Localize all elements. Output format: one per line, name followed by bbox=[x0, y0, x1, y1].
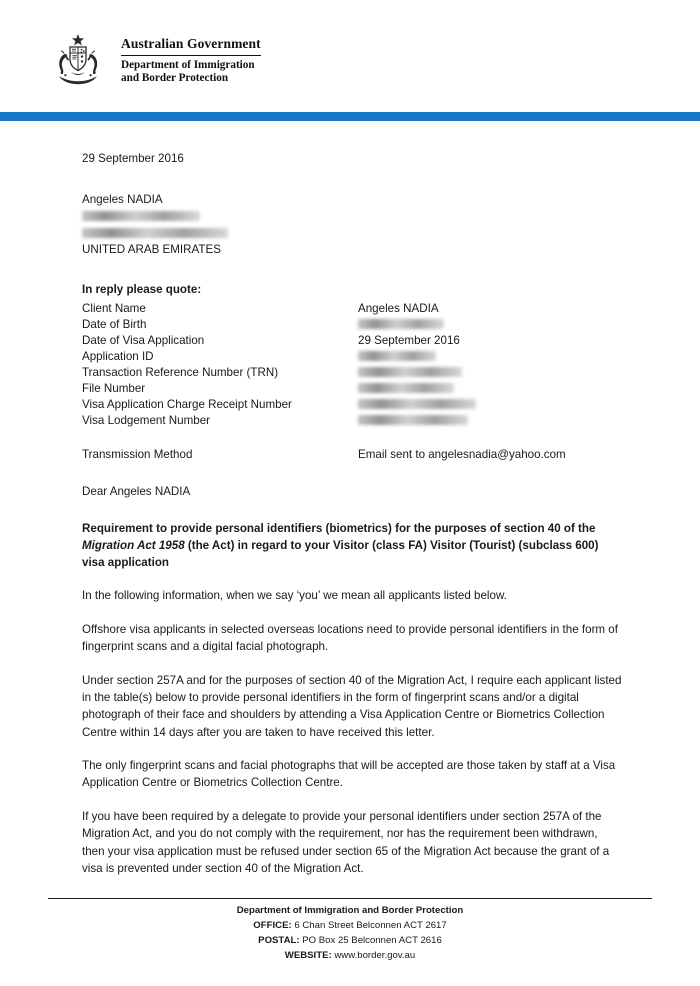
redaction-bar bbox=[358, 367, 462, 377]
body-paragraph: If you have been required by a delegate to provide your personal identifiers under section 257A of the Migration Act, and you do not comply with the requirement, nor has the requirement been withdrawn, then your visa application must be refused under section 65 of the Migration Act because the grant of a visa is prevented under section 40 of the Migration Act. bbox=[82, 809, 610, 876]
body-paragraph: Under section 257A and for the purposes of section 40 of the Migration Act, I require each applicant listed in the table(s) below to provide personal identifiers in the form of fingerprint scans and/or a digital photograph of their face and shoulders by attending a Visa Application Centre or Biometrics Collection Centre within 14 days after you are taken to have received this letter. bbox=[82, 673, 622, 739]
government-title: Australian Government bbox=[121, 36, 261, 55]
page-footer bbox=[0, 903, 700, 964]
field-value: 29 September 2016 bbox=[358, 334, 460, 348]
client-details-table bbox=[82, 301, 622, 429]
transmission-value: Email sent to angelesnadia@yahoo.com bbox=[358, 448, 566, 461]
subject-part-1: Requirement to provide personal identifiers (biometrics) for the purposes of section 40 of the bbox=[82, 521, 596, 535]
footer-website bbox=[0, 948, 700, 963]
body-paragraph: In the following information, when we say ‘you’ we mean all applicants listed below. bbox=[82, 589, 507, 603]
letter-date: 29 September 2016 bbox=[82, 152, 184, 165]
field-label: Application ID bbox=[82, 350, 154, 364]
field-value-redacted bbox=[358, 365, 622, 381]
address-line-redacted-2 bbox=[82, 226, 622, 243]
field-value: Angeles NADIA bbox=[358, 302, 439, 316]
field-label: File Number bbox=[82, 382, 146, 396]
table-row bbox=[82, 381, 622, 397]
body-paragraph: Offshore visa applicants in selected overseas locations need to provide personal identifiers in the form of fingerprint scans and a digital facial photograph. bbox=[82, 622, 618, 654]
redaction-bar bbox=[358, 399, 476, 409]
subject-part-2: (the Act) in regard to your Visitor (class FA) Visitor (Tourist) (subclass 600) visa application bbox=[82, 538, 599, 569]
field-label: Transaction Reference Number (TRN) bbox=[82, 366, 279, 380]
department-line-1: Department of Immigration bbox=[121, 58, 255, 71]
footer-office-value: 6 Chan Street Belconnen ACT 2617 bbox=[291, 920, 447, 932]
field-value-redacted bbox=[358, 397, 622, 413]
field-value-redacted bbox=[358, 413, 622, 429]
footer-website-key: WEBSITE: bbox=[284, 950, 332, 962]
footer-postal-key: POSTAL: bbox=[258, 935, 300, 947]
letterhead bbox=[0, 0, 700, 92]
footer-divider bbox=[48, 898, 652, 899]
address-country: UNITED ARAB EMIRATES bbox=[82, 243, 221, 257]
field-value-redacted bbox=[358, 349, 622, 365]
field-value-redacted bbox=[358, 381, 622, 397]
subject-heading bbox=[82, 521, 622, 571]
redaction-bar bbox=[358, 319, 444, 329]
redaction-bar bbox=[358, 383, 454, 393]
table-row bbox=[82, 333, 622, 349]
footer-office bbox=[0, 918, 700, 933]
field-label: Visa Lodgement Number bbox=[82, 414, 211, 428]
table-row bbox=[82, 349, 622, 365]
field-value-redacted bbox=[358, 317, 622, 333]
subject-act-name: Migration Act 1958 bbox=[82, 538, 185, 552]
transmission-label: Transmission Method bbox=[82, 448, 193, 461]
redaction-bar bbox=[358, 415, 468, 425]
table-row bbox=[82, 397, 622, 413]
table-row bbox=[82, 365, 622, 381]
redaction-bar bbox=[358, 351, 436, 361]
footer-office-key: OFFICE: bbox=[253, 920, 292, 932]
table-row bbox=[82, 413, 622, 429]
redaction-bar bbox=[82, 211, 200, 221]
header-accent-bar bbox=[0, 112, 700, 121]
reply-quote-heading: In reply please quote: bbox=[82, 283, 202, 297]
field-label: Visa Application Charge Receipt Number bbox=[82, 398, 292, 412]
transmission-table bbox=[82, 447, 622, 463]
footer-postal-value: PO Box 25 Belconnen ACT 2616 bbox=[299, 935, 442, 947]
table-row bbox=[82, 301, 622, 317]
table-row bbox=[82, 447, 622, 463]
footer-website-value: www.border.gov.au bbox=[331, 950, 416, 962]
australian-coat-of-arms-icon bbox=[45, 32, 111, 90]
field-label: Date of Birth bbox=[82, 318, 147, 332]
addressee-name: Angeles NADIA bbox=[82, 192, 163, 206]
footer-department: Department of Immigration and Border Protection bbox=[236, 905, 464, 916]
letter-body bbox=[82, 150, 622, 877]
body-paragraph: The only fingerprint scans and facial photographs that will be accepted are those taken by staff at a Visa Application Centre or Biometrics Collection Centre. bbox=[82, 759, 616, 790]
field-label: Date of Visa Application bbox=[82, 334, 205, 348]
address-line-redacted-1 bbox=[82, 209, 622, 226]
department-line-2: and Border Protection bbox=[121, 72, 229, 85]
redaction-bar bbox=[82, 228, 228, 238]
salutation: Dear Angeles NADIA bbox=[82, 484, 191, 498]
department-name bbox=[121, 36, 261, 86]
table-row bbox=[82, 317, 622, 333]
field-label: Client Name bbox=[82, 302, 146, 316]
footer-postal bbox=[0, 933, 700, 948]
